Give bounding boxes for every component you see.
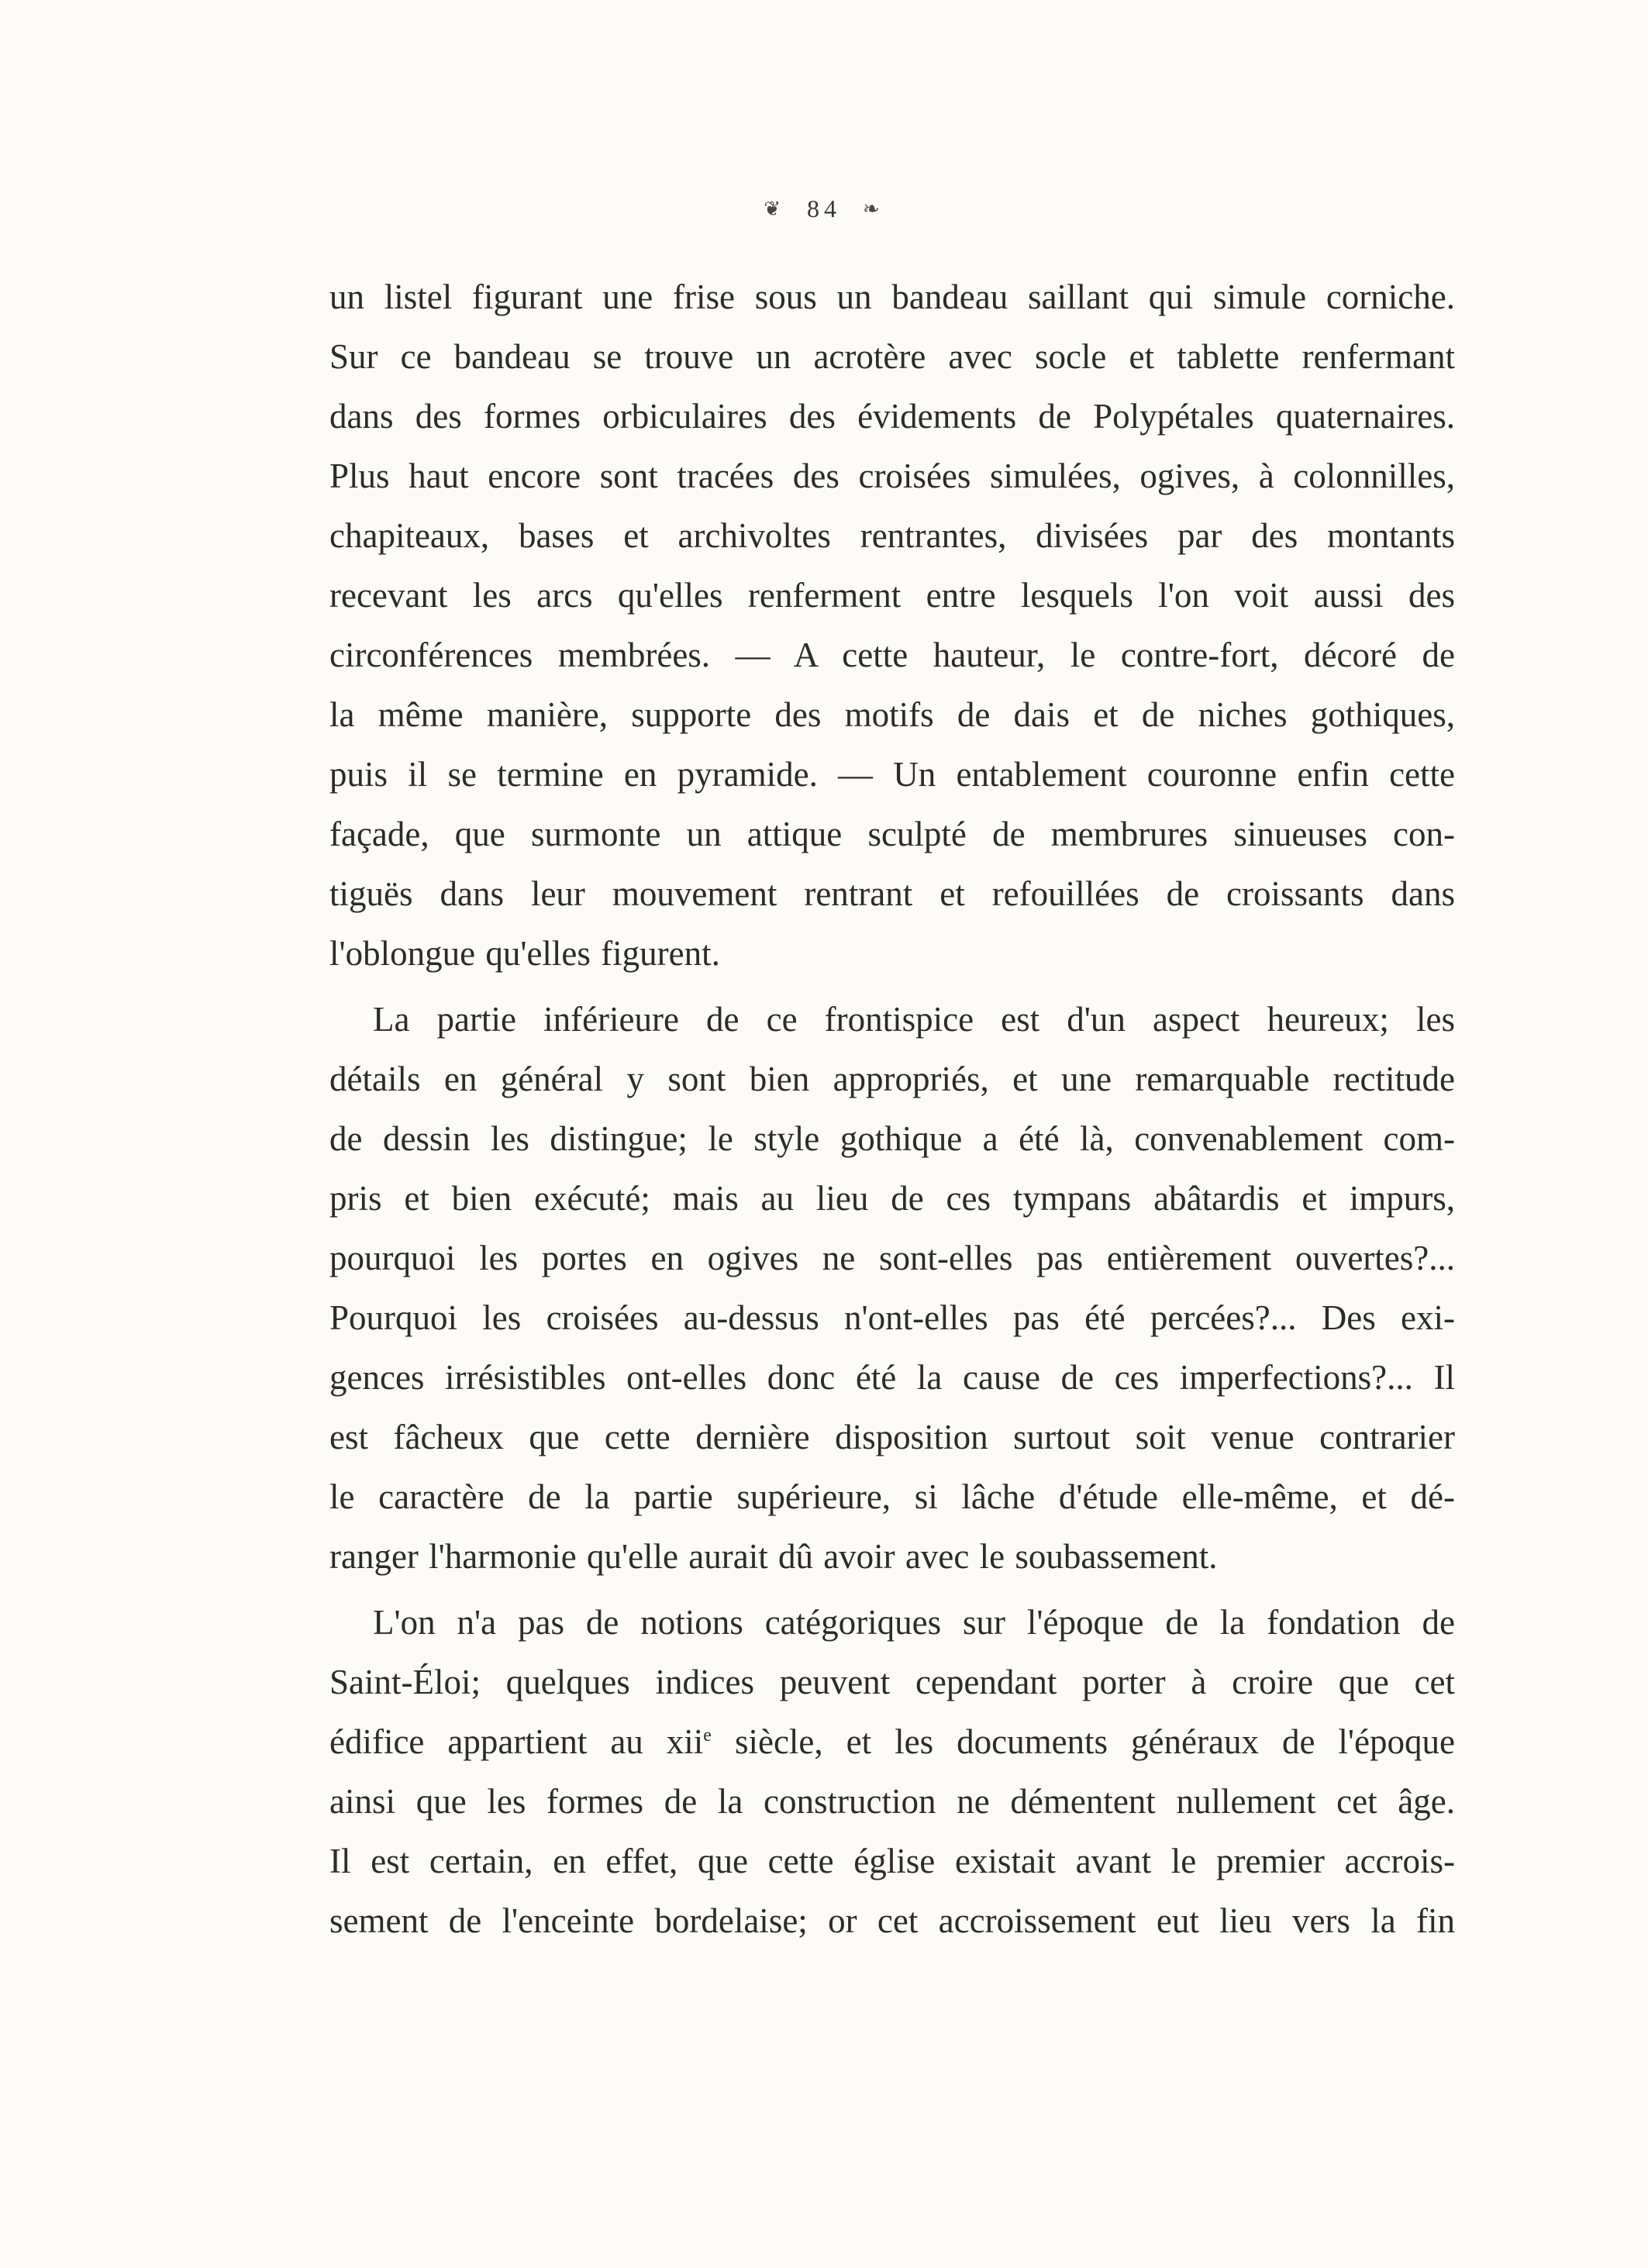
- text-line: ranger l'harmonie qu'elle aurait dû avoir avec le soubassement.: [329, 1537, 1218, 1576]
- text-line: Pourquoi les croisées au-dessus n'ont-elles pas été percées?... Des exi-: [329, 1298, 1455, 1337]
- left-ornament-icon: ❦: [764, 197, 785, 220]
- text-line: L'on n'a pas de notions catégoriques sur l'époque de la fondation de: [373, 1603, 1455, 1642]
- text-line: Sur ce bandeau se trouve un acrotère avec socle et tablette renfermant: [329, 337, 1455, 376]
- text-line: puis il se termine en pyramide. — Un entablement couronne enfin cette: [329, 755, 1455, 794]
- text-line: sement de l'enceinte bordelaise; or cet accroissement eut lieu vers la fin: [329, 1901, 1455, 1940]
- text-line: un listel figurant une frise sous un bandeau saillant qui simule corniche.: [329, 277, 1455, 316]
- text-line: détails en général y sont bien appropriés, et une remarquable rectitude: [329, 1060, 1455, 1098]
- text-line: pourquoi les portes en ogives ne sont-elles pas entièrement ouvertes?...: [329, 1239, 1455, 1277]
- text-line: dans des formes orbiculaires des évidements de Polypétales quaternaires.: [329, 397, 1455, 436]
- text-line: Il est certain, en effet, que cette église existait avant le premier accrois-: [329, 1842, 1455, 1880]
- text-line: ainsi que les formes de la construction ne démentent nullement cet âge.: [329, 1782, 1455, 1821]
- paragraph-2: [329, 990, 1455, 1587]
- text-line: recevant les arcs qu'elles renferment entre lesquels l'on voit aussi des: [329, 576, 1455, 615]
- text-line: Saint-Éloi; quelques indices peuvent cependant porter à croire que cet: [329, 1663, 1455, 1701]
- text-line: façade, que surmonte un attique sculpté de membrures sinueuses con-: [329, 815, 1455, 853]
- text-line: l'oblongue qu'elles figurent.: [329, 934, 720, 973]
- paragraph-1: [329, 267, 1455, 984]
- body-text: [329, 267, 1455, 1951]
- superscript: e: [703, 1725, 712, 1746]
- text-line: circonférences membrées. — A cette hauteur, le contre-fort, décoré de: [329, 636, 1455, 674]
- text-line: la même manière, supporte des motifs de dais et de niches gothiques,: [329, 695, 1455, 734]
- right-ornament-icon: ❧: [863, 197, 884, 220]
- text-line: le caractère de la partie supérieure, si lâche d'étude elle-même, et dé-: [329, 1477, 1455, 1516]
- text-line: Plus haut encore sont tracées des croisées simulées, ogives, à colonnilles,: [329, 457, 1455, 495]
- text-line: La partie inférieure de ce frontispice est d'un aspect heureux; les: [373, 1000, 1455, 1039]
- text-line: de dessin les distingue; le style gothique a été là, convenablement com-: [329, 1119, 1455, 1158]
- text-line: [329, 1712, 1455, 1772]
- paragraph-3: [329, 1593, 1455, 1951]
- text-fragment: édifice appartient au xii: [329, 1722, 704, 1761]
- text-line: pris et bien exécuté; mais au lieu de ces tympans abâtardis et impurs,: [329, 1179, 1455, 1218]
- text-line: chapiteaux, bases et archivoltes rentrantes, divisées par des montants: [329, 516, 1455, 555]
- page-number: 84: [807, 195, 841, 223]
- text-fragment: siècle, et les documents généraux de l'époque: [711, 1722, 1455, 1761]
- text-line: est fâcheux que cette dernière disposition surtout soit venue contrarier: [329, 1418, 1455, 1456]
- text-line: gences irrésistibles ont-elles donc été la cause de ces imperfections?... Il: [329, 1358, 1455, 1397]
- text-line: tiguës dans leur mouvement rentrant et refouillées de croissants dans: [329, 874, 1455, 913]
- page-header: [0, 192, 1648, 223]
